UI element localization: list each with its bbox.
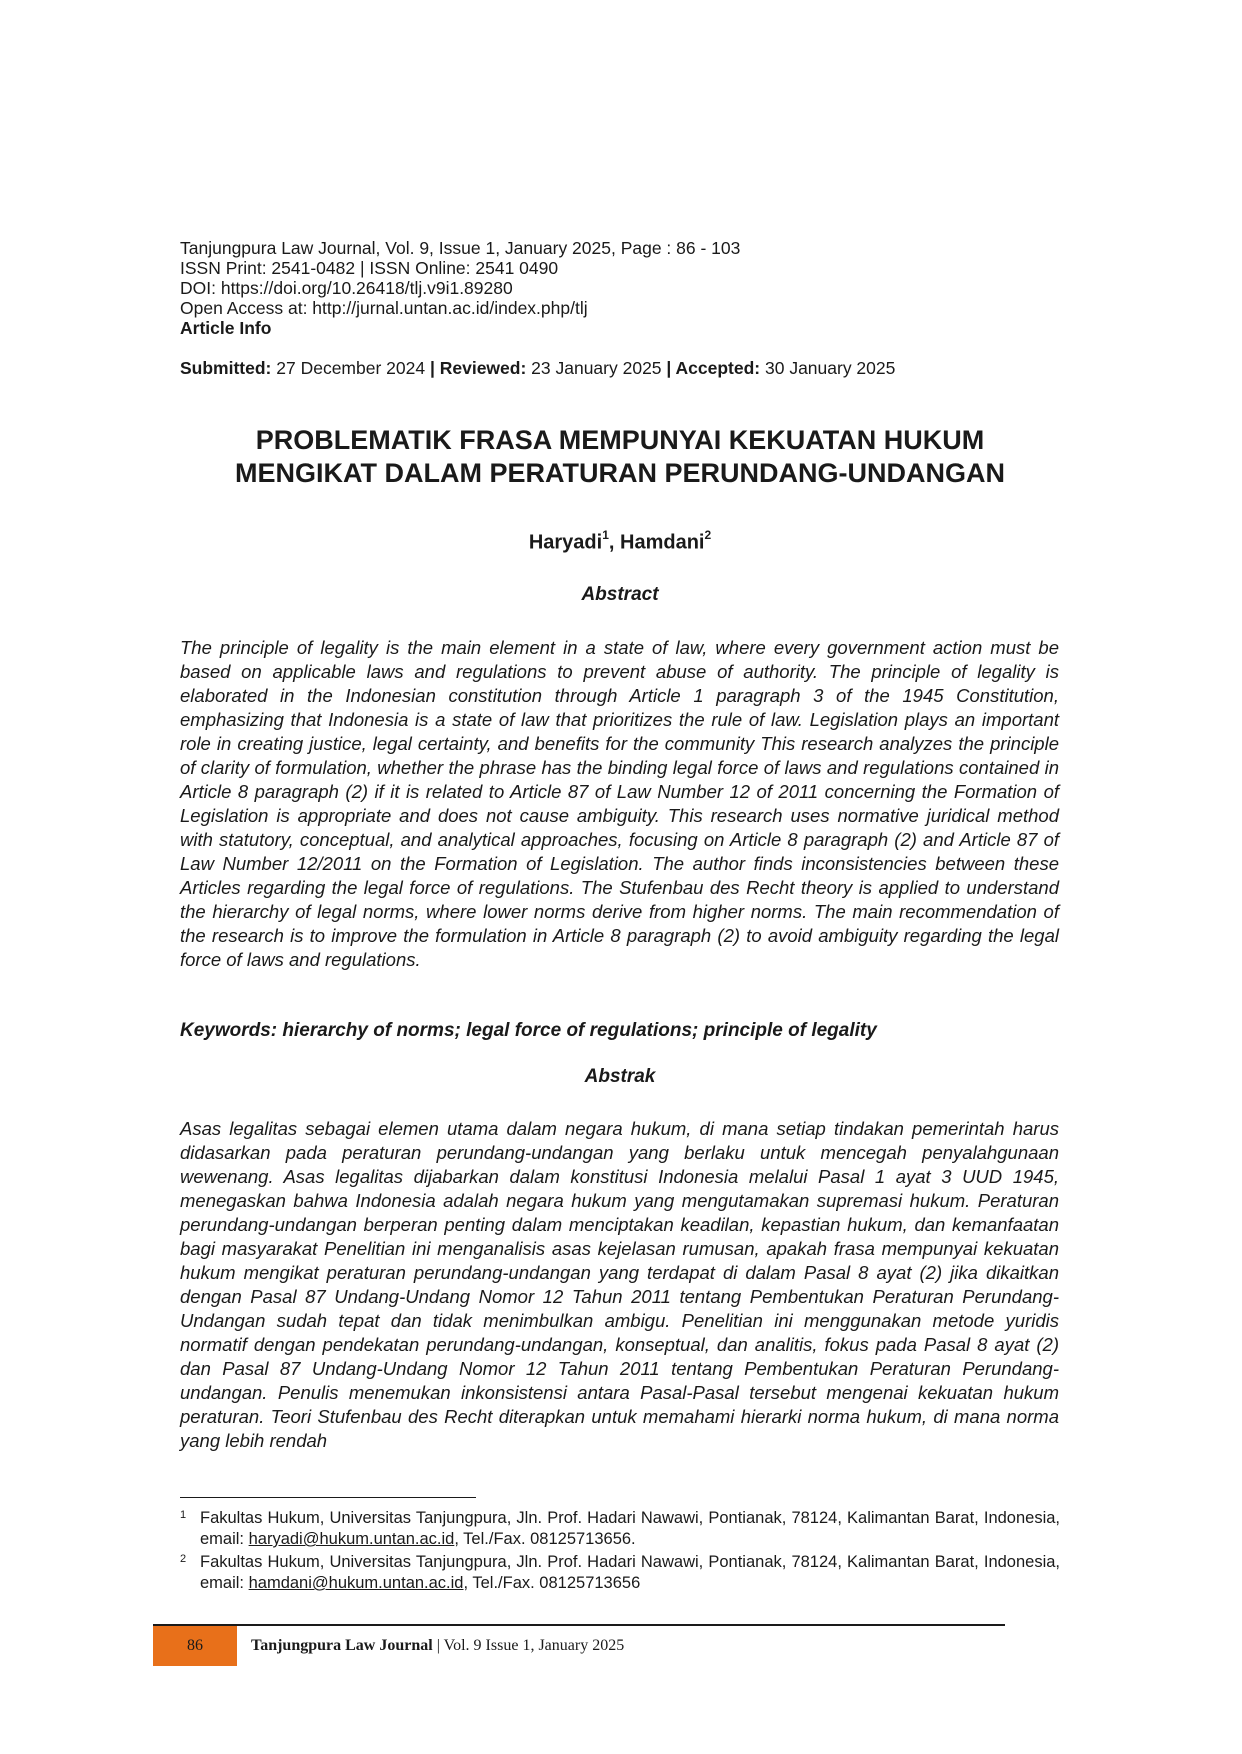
author-affiliation-marker: 1 [602, 528, 609, 542]
footnote-item [180, 1552, 1060, 1594]
footnote-divider [180, 1497, 476, 1498]
keywords: Keywords: hierarchy of norms; legal force of regulations; principle of legality [180, 1020, 877, 1041]
footer-journal-info [251, 1637, 624, 1655]
reviewed-date: 23 January 2025 [526, 358, 667, 378]
dates-separator: | [666, 358, 676, 378]
footnote-item [180, 1508, 1060, 1550]
abstrak-body: Asas legalitas sebagai elemen utama dalam negara hukum, di mana setiap tindakan pemerintah harus didasarkan pada peraturan perundang-undangan yang berlaku untuk mencegah penyalahgunaan wewenang. Asas legalitas dijabarkan dalam konstitusi Indonesia melalui Pasal 1 ayat 3 UUD 1945, menegaskan bahwa Indonesia adalah negara hukum yang mengutamakan supremasi hukum. Peraturan perundang-undangan berperan penting dalam menciptakan keadilan, kepastian hukum, dan kemanfaatan bagi masyarakat Penelitian ini menganalisis asas kejelasan rumusan, apakah frasa mempunyai kekuatan hukum mengikat peraturan perundang-undangan yang terdapat di dalam Pasal 8 ayat (2) jika dikaitkan dengan Pasal 87 Undang-Undang Nomor 12 Tahun 2011 tentang Pembentukan Peraturan Perundang-Undangan sudah tepat dan tidak menimbulkan ambigu. Penelitian ini menggunakan metode yuridis normatif dengan pendekatan perundang-undangan, konseptual, dan analitis, fokus pada Pasal 8 ayat (2) dan Pasal 87 Undang-Undang Nomor 12 Tahun 2011 tentang Pembentukan Peraturan Perundang-undangan. Penulis menemukan inkonsistensi antara Pasal-Pasal tersebut mengenai kekuatan hukum peraturan. Teori Stufenbau des Recht diterapkan untuk memahami hierarki norma hukum, di mana norma yang lebih rendah [180, 1118, 1059, 1451]
page-number: 86 [187, 1637, 203, 1654]
email-link[interactable]: haryadi@hukum.untan.ac.id [248, 1530, 455, 1548]
footnote-number: 2 [180, 1553, 187, 1565]
author-name: Hamdani [620, 531, 705, 554]
author-separator: , [608, 531, 621, 554]
submitted-label: Submitted: [180, 358, 272, 378]
author-affiliation-marker: 2 [704, 528, 712, 542]
open-access-line: Open Access at: http://jurnal.untan.ac.id/index.php/tlj [180, 298, 588, 318]
accepted-label: Accepted: [675, 358, 761, 378]
author-name: Haryadi [528, 531, 603, 554]
email-link[interactable]: hamdani@hukum.untan.ac.id [248, 1574, 464, 1592]
author-list [180, 530, 1060, 555]
accepted-date: 30 January 2025 [760, 358, 896, 378]
article-info-label: Article Info [180, 318, 272, 338]
paper-title [180, 424, 1060, 490]
abstract-body: The principle of legality is the main element in a state of law, where every government action must be based on applicable laws and regulations to prevent abuse of authority. The principle of legality is elaborated in the Indonesian constitution through Article 1 paragraph 3 of the 1945 Constitution, emphasizing that Indonesia is a state of law that prioritizes the rule of law. Legislation plays an important role in creating justice, legal certainty, and benefits for the community This research analyzes the principle of clarity of formulation, whether the phrase has the binding legal force of laws and regulations contained in Article 8 paragraph (2) if it is related to Article 87 of Law Number 12 of 2011 concerning the Formation of Legislation is appropriate and does not cause ambiguity. This research uses normative juridical method with statutory, conceptual, and analytical approaches, focusing on Article 8 paragraph (2) and Article 87 of Law Number 12/2011 on the Formation of Legislation. The author finds inconsistencies between these Articles regarding the legal force of regulations. The Stufenbau des Recht theory is applied to understand the hierarchy of legal norms, where lower norms derive from higher norms. The main recommendation of the research is to improve the formulation in Article 8 paragraph (2) to avoid ambiguity regarding the legal force of laws and regulations. [180, 637, 1059, 970]
abstrak-heading: Abstrak [584, 1066, 656, 1087]
journal-metadata [180, 238, 740, 338]
doi-line: DOI: https://doi.org/10.26418/tlj.v9i1.89280 [180, 278, 513, 298]
title-line-1: PROBLEMATIK FRASA MEMPUNYAI KEKUATAN HUKUM [255, 425, 985, 455]
footer-issue: | Vol. 9 Issue 1, January 2025 [432, 1637, 625, 1654]
dates-separator: | [429, 358, 440, 378]
footnote-text: Fakultas Hukum, Universitas Tanjungpura, Jln. Prof. Hadari Nawawi, Pontianak, 78124, Kalimantan Barat, Indonesia, email: [200, 1509, 1060, 1548]
footnote-number: 1 [180, 1509, 187, 1521]
footnote-text: , Tel./Fax. 08125713656 [463, 1574, 641, 1592]
footnotes [180, 1508, 1060, 1596]
footnote-text: , Tel./Fax. 08125713656. [454, 1530, 636, 1548]
submitted-date: 27 December 2024 [271, 358, 430, 378]
abstract-heading: Abstract [581, 584, 659, 605]
journal-citation-line: Tanjungpura Law Journal, Vol. 9, Issue 1, January 2025, Page : 86 - 103 [180, 238, 741, 258]
title-line-2: MENGIKAT DALAM PERATURAN PERUNDANG-UNDANGAN [235, 458, 1005, 488]
footer-divider [153, 1624, 1005, 1626]
article-dates [180, 358, 895, 379]
reviewed-label: Reviewed: [439, 358, 527, 378]
footer-journal-name: Tanjungpura Law Journal [251, 1637, 433, 1654]
footnote-text: Fakultas Hukum, Universitas Tanjungpura, Jln. Prof. Hadari Nawawi, Pontianak, 78124, Kalimantan Barat, Indonesia, email: [200, 1553, 1060, 1592]
issn-line: ISSN Print: 2541-0482 | ISSN Online: 2541 0490 [180, 258, 559, 278]
